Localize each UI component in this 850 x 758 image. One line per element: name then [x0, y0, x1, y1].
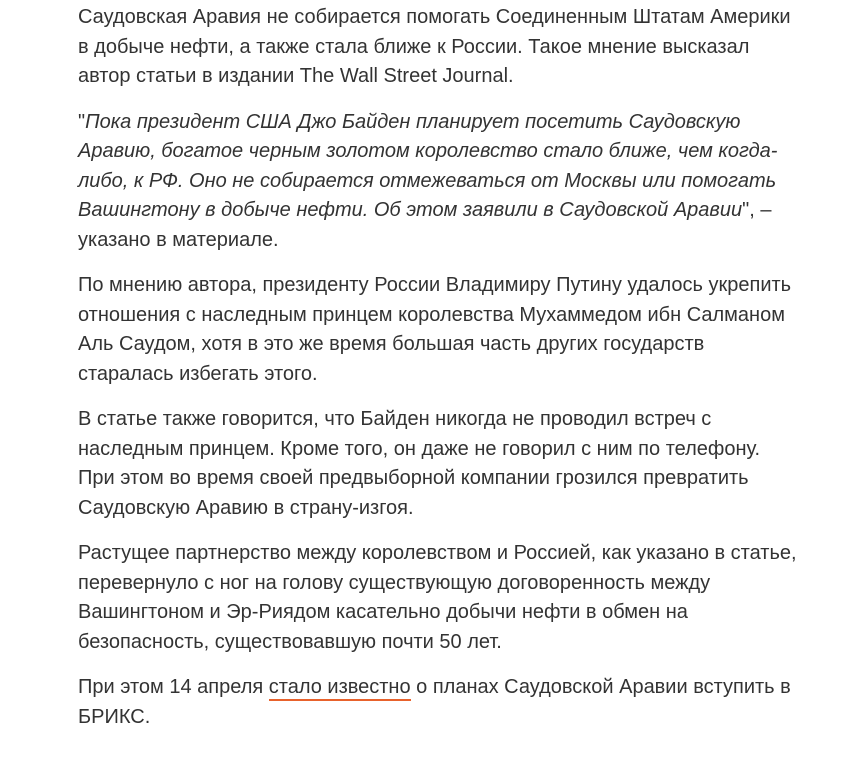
brics-news-link[interactable]: стало известно: [269, 676, 411, 701]
paragraph-6-tail: о планах Саудовской Аравии вступить в БРИКС.: [78, 676, 791, 728]
paragraph-5: Растущее партнерство между королевством и Россией, как указано в статье, перевернуло с ног на голову существующую договоренность между Вашингтоном и Эр-Риядом касательно добычи нефти в обмен на безопасность, существовавшую почти 50 лет.: [78, 542, 797, 653]
article-body: [78, 3, 798, 748]
open-quote-mark: ": [78, 110, 86, 133]
quote-attribution: ", – указано в материале.: [78, 199, 772, 251]
paragraph-2-quote: [78, 108, 798, 256]
quote-text: Пока президент США Джо Байден планирует посетить Саудовскую Аравию, богатое черным золотом королевство стало ближе, чем когда-либо, к РФ. Оно не собирается отмежеваться от Москвы или помогать Вашингтону в добыче нефти. Об этом заявили в Саудовской Аравии: [78, 110, 778, 221]
paragraph-1: Саудовская Аравия не собирается помогать Соединенным Штатам Америки в добыче нефти, а также стала ближе к России. Такое мнение высказал автор статьи в издании The Wall Street Journal.: [78, 6, 791, 87]
paragraph-6-lead: При этом 14 апреля: [78, 676, 269, 698]
paragraph-3: По мнению автора, президенту России Владимиру Путину удалось укрепить отношения с наследным принцем королевства Мухаммедом ибн Салманом Аль Саудом, хотя в это же время большая часть других государств старалась избегать этого.: [78, 274, 792, 385]
paragraph-6: [78, 673, 798, 732]
paragraph-4: В статье также говорится, что Байден никогда не проводил встреч с наследным принцем. Кроме того, он даже не говорил с ним по телефону. При этом во время своей предвыборной компании грозился превратить Саудовскую Аравию в страну-изгоя.: [78, 408, 761, 519]
